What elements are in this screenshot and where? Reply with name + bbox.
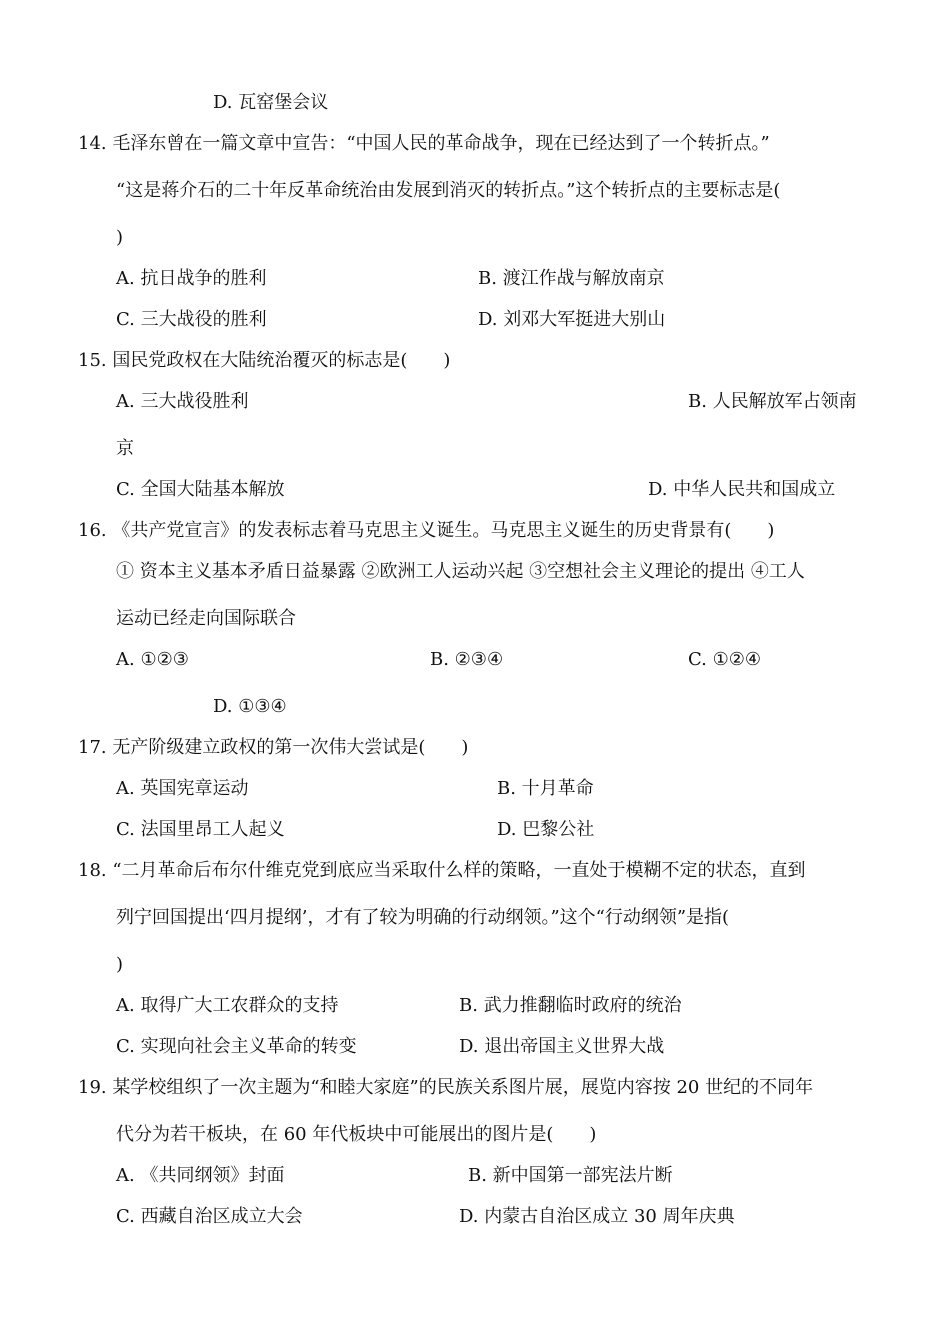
q19-stem-line-2: 代分为若干板块，在 60 年代板块中可能展出的图片是( ) [116,1124,597,1145]
q17-option-c: C. 法国里昂工人起义 [116,819,285,840]
q18-option-c: C. 实现向社会主义革命的转变 [116,1036,357,1057]
q18-stem-line-2: 列宁回国提出‘四月提纲’，才有了较为明确的行动纲领。”这个“行动纲领”是指( [116,907,730,928]
q14-stem-line-1: 14. 毛泽东曾在一篇文章中宣告：“中国人民的革命战争，现在已经达到了一个转折点。” [78,133,770,154]
q14-option-d: D. 刘邓大军挺进大别山 [478,309,666,330]
q16-option-d: D. ①③④ [213,696,287,717]
q15-option-b: B. 人民解放军占领南 [688,391,857,412]
q16-option-b: B. ②③④ [430,649,504,670]
q14-stem-line-3: ) [116,227,124,248]
q13-option-d: D. 瓦窑堡会议 [213,92,329,113]
q17-option-d: D. 巴黎公社 [497,819,595,840]
q15-option-b-wrap: 京 [116,438,134,459]
q14-option-a: A. 抗日战争的胜利 [116,268,267,289]
q16-stem: 16. 《共产党宣言》的发表标志着马克思主义诞生。马克思主义诞生的历史背景有( ) [78,520,775,541]
q17-option-b: B. 十月革命 [497,778,594,799]
q18-option-b: B. 武力推翻临时政府的统治 [459,995,682,1016]
q19-option-c: C. 西藏自治区成立大会 [116,1206,303,1227]
q19-option-b: B. 新中国第一部宪法片断 [468,1165,673,1186]
q19-option-a: A. 《共同纲领》封面 [116,1165,285,1186]
q16-statements-line-1: ① 资本主义基本矛盾日益暴露 ②欧洲工人运动兴起 ③空想社会主义理论的提出 ④工人 [116,561,805,582]
q18-option-a: A. 取得广大工农群众的支持 [116,995,339,1016]
q18-stem-line-1: 18. “二月革命后布尔什维克党到底应当采取什么样的策略，一直处于模糊不定的状态，直到 [78,860,806,881]
q15-option-d: D. 中华人民共和国成立 [648,479,836,500]
q18-stem-line-3: ) [116,954,124,975]
q16-option-a: A. ①②③ [116,649,189,670]
q14-option-c: C. 三大战役的胜利 [116,309,267,330]
q15-stem: 15. 国民党政权在大陆统治覆灭的标志是( ) [78,350,451,371]
q14-stem-line-2: “这是蒋介石的二十年反革命统治由发展到消灭的转折点。”这个转折点的主要标志是( [116,180,781,201]
q16-option-c: C. ①②④ [688,649,761,670]
q14-option-b: B. 渡江作战与解放南京 [478,268,665,289]
q15-option-a: A. 三大战役胜利 [116,391,249,412]
q19-stem-line-1: 19. 某学校组织了一次主题为“和睦大家庭”的民族关系图片展，展览内容按 20 世纪的不同年 [78,1077,814,1098]
q15-option-c: C. 全国大陆基本解放 [116,479,285,500]
q18-option-d: D. 退出帝国主义世界大战 [459,1036,665,1057]
q16-statements-line-2: 运动已经走向国际联合 [116,608,296,629]
q17-option-a: A. 英国宪章运动 [116,778,249,799]
q17-stem: 17. 无产阶级建立政权的第一次伟大尝试是( ) [78,737,469,758]
q19-option-d: D. 内蒙古自治区成立 30 周年庆典 [459,1206,735,1227]
